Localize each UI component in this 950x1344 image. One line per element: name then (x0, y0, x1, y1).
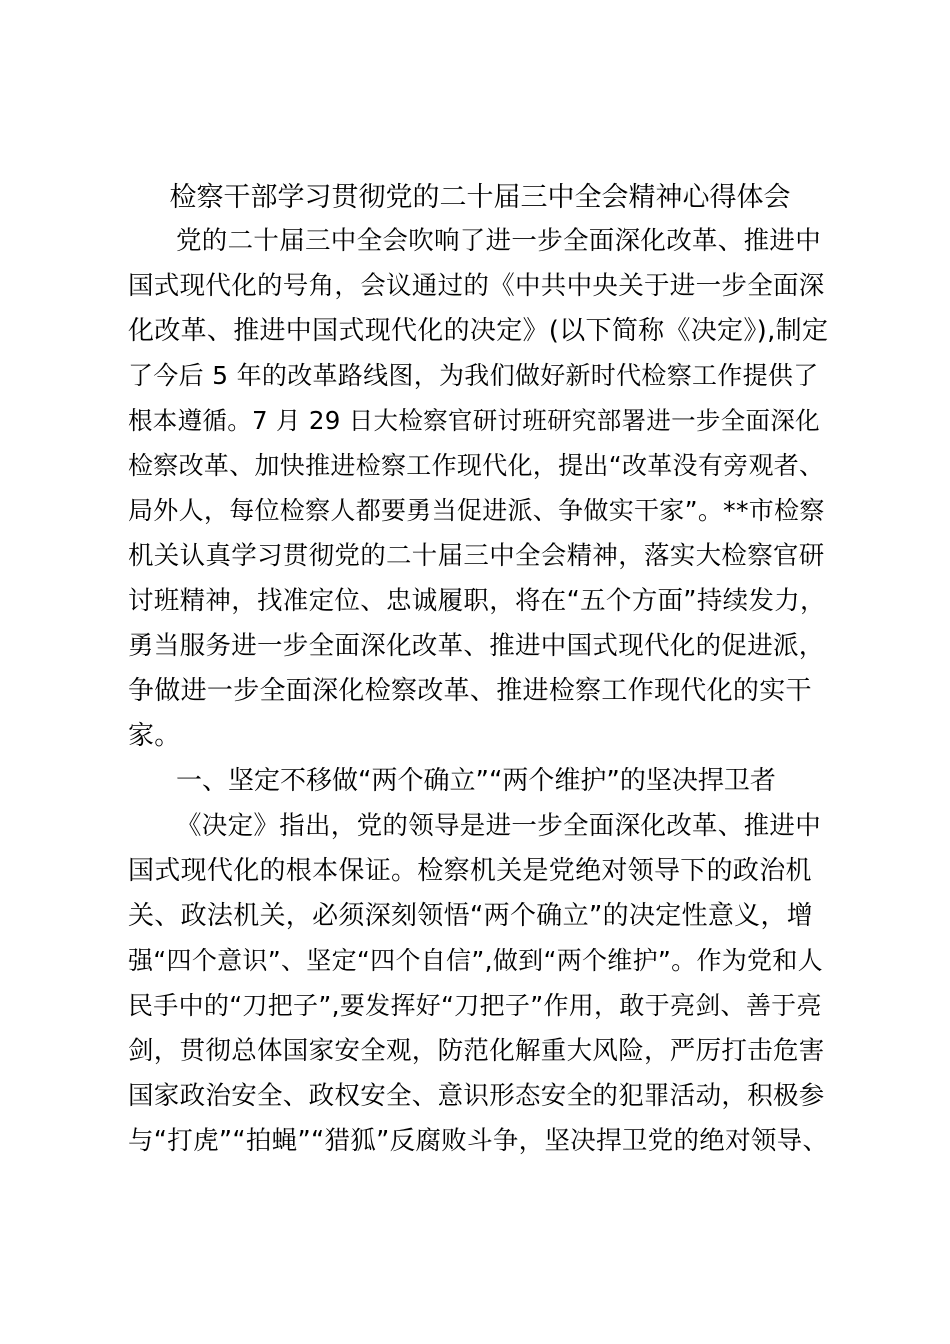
document-title: 检察干部学习贯彻党的二十届三中全会精神心得体会 (169, 182, 791, 213)
paragraph-1-line: 国式现代化的号角，会议通过的《中共中央关于进一步全面深 (128, 271, 825, 301)
section-1-heading: 一、坚定不移做“两个确立”“两个维护”的坚决捍卫者 (176, 766, 776, 796)
paragraph-1-line: 家。 (128, 721, 181, 751)
paragraph-1-line: 了今后 5 年的改革路线图，为我们做好新时代检察工作提供了 (128, 361, 819, 390)
paragraph-1-line: 化改革、推进中国式现代化的决定》(以下简称《决定》),制定 (128, 316, 829, 346)
paragraph-2-line: 国家政治安全、政权安全、意识形态安全的犯罪活动，积极参 (128, 1081, 825, 1111)
paragraph-1-line: 党的二十届三中全会吹响了进一步全面深化改革、推进中 (176, 226, 822, 256)
paragraph-2-line: 剑，贯彻总体国家安全观，防范化解重大风险，严厉打击危害 (128, 1036, 825, 1066)
paragraph-2-line: 《决定》指出，党的领导是进一步全面深化改革、推进中 (176, 811, 822, 841)
paragraph-2-line: 强“四个意识”、坚定“四个自信”,做到“两个维护”。作为党和人 (128, 946, 823, 975)
paragraph-2-line: 关、政法机关，必须深刻领悟“两个确立”的决定性意义，增 (128, 901, 814, 931)
paragraph-2-line: 与“打虎”“拍蝇”“猎狐”反腐败斗争，坚决捍卫党的绝对领导、 (128, 1126, 829, 1156)
paragraph-1-line: 局外人，每位检察人都要勇当促进派、争做实干家”。**市检察 (128, 496, 825, 525)
paragraph-1-line: 争做进一步全面深化检察改革、推进检察工作现代化的实干 (128, 676, 812, 706)
paragraph-1-line: 检察改革、加快推进检察工作现代化，提出“改革没有旁观者、 (128, 451, 825, 480)
paragraph-2-line: 民手中的“刀把子”,要发挥好“刀把子”作用，敢于亮剑、善于亮 (128, 991, 822, 1020)
paragraph-1-line: 讨班精神，找准定位、忠诚履职，将在“五个方面”持续发力， (128, 586, 826, 616)
paragraph-1-line: 勇当服务进一步全面深化改革、推进中国式现代化的促进派， (128, 631, 825, 661)
paragraph-2-line: 国式现代化的根本保证。检察机关是党绝对领导下的政治机 (128, 856, 812, 886)
paragraph-1-line: 根本遵循。7 月 29 日大检察官研讨班研究部署进一步全面深化 (128, 406, 820, 435)
paragraph-1-line: 机关认真学习贯彻党的二十届三中全会精神，落实大检察官研 (128, 541, 825, 571)
